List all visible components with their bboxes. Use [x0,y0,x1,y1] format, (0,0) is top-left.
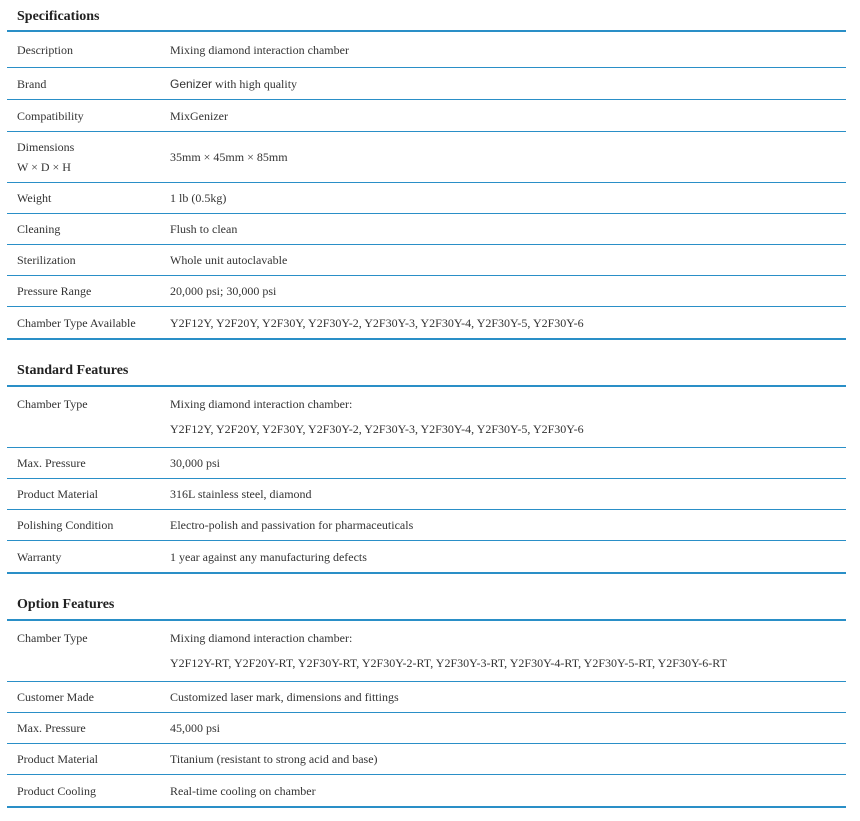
specifications-section [7,0,846,340]
row-value: Mixing diamond interaction chamber [170,42,349,57]
row-value: 1 year against any manufacturing defects [170,549,367,564]
row-label: Product Material [17,487,98,501]
row-value: 45,000 psi [170,721,221,735]
std-row-product-material [7,479,846,510]
spec-row-compatibility [7,100,846,132]
row-label: Product Cooling [17,783,97,798]
spec-row-chamber-type-available [7,307,846,338]
dimensions-sublabel: W × D × H [17,160,71,174]
spec-row-sterilization [7,245,846,276]
option-features-table [7,619,846,808]
row-value: MixGenizer [170,108,228,123]
opt-row-product-cooling [7,775,846,806]
specifications-table [7,30,846,340]
row-label: Description [17,42,73,57]
row-value: Electro-polish and passivation for pharmaceuticals [170,518,414,532]
row-label: Cleaning [17,222,61,236]
row-label: Chamber Type [17,631,88,645]
std-row-max-pressure [7,448,846,479]
row-label: Compatibility [17,108,84,123]
row-value: Customized laser mark, dimensions and fittings [170,690,399,704]
chamber-type-models: Y2F12Y-RT, Y2F20Y-RT, Y2F30Y-RT, Y2F30Y-2-RT, Y2F30Y-3-RT, Y2F30Y-4-RT, Y2F30Y-5-RT, Y2F30Y-6-RT [170,656,727,670]
spec-row-weight [7,183,846,214]
option-features-title: Option Features [17,597,115,612]
opt-row-customer-made [7,682,846,713]
row-value [170,628,846,673]
row-value: 1 lb (0.5kg) [170,191,227,205]
row-label: Pressure Range [17,284,92,298]
spec-row-cleaning [7,214,846,245]
opt-row-product-material [7,744,846,775]
spec-row-description [7,32,846,68]
spec-row-brand [7,68,846,100]
opt-row-chamber-type [7,621,846,682]
standard-features-title: Standard Features [17,363,129,378]
row-value: 316L stainless steel, diamond [170,487,312,501]
option-features-section [7,589,846,808]
brand-name: Genizer [170,76,213,91]
row-label: Product Material [17,752,98,766]
row-label: Warranty [17,549,62,564]
row-label: Customer Made [17,690,94,704]
row-label [7,137,170,177]
standard-features-table [7,385,846,574]
row-label: Brand [17,76,47,91]
row-value: 20,000 psi; 30,000 psi [170,284,277,298]
row-label: Max. Pressure [17,456,86,470]
row-value: Whole unit autoclavable [170,253,288,267]
brand-note: with high quality [212,76,298,91]
row-value: 30,000 psi [170,456,221,470]
chamber-type-models: Y2F12Y, Y2F20Y, Y2F30Y, Y2F30Y-2, Y2F30Y-3, Y2F30Y-4, Y2F30Y-5, Y2F30Y-6 [170,422,584,436]
std-row-warranty [7,541,846,572]
std-row-chamber-type [7,387,846,448]
row-label: Chamber Type [17,397,88,411]
chamber-type-desc: Mixing diamond interaction chamber: [170,631,353,645]
row-value: 35mm × 45mm × 85mm [170,150,288,164]
row-value: Real-time cooling on chamber [170,783,316,798]
row-label: Chamber Type Available [17,315,136,330]
row-value [170,394,846,439]
row-value [170,74,846,94]
specifications-title: Specifications [17,9,100,24]
row-label: Weight [17,191,52,205]
row-label: Sterilization [17,253,76,267]
spec-row-pressure-range [7,276,846,307]
row-value: Flush to clean [170,222,238,236]
standard-features-section [7,355,846,574]
row-label: Max. Pressure [17,721,86,735]
row-label: Polishing Condition [17,518,114,532]
row-value: Titanium (resistant to strong acid and base) [170,752,378,766]
std-row-polishing-condition [7,510,846,541]
spec-row-dimensions [7,132,846,183]
chamber-type-desc: Mixing diamond interaction chamber: [170,397,353,411]
dimensions-label: Dimensions [17,140,75,154]
opt-row-max-pressure [7,713,846,744]
row-value: Y2F12Y, Y2F20Y, Y2F30Y, Y2F30Y-2, Y2F30Y-3, Y2F30Y-4, Y2F30Y-5, Y2F30Y-6 [170,315,584,330]
